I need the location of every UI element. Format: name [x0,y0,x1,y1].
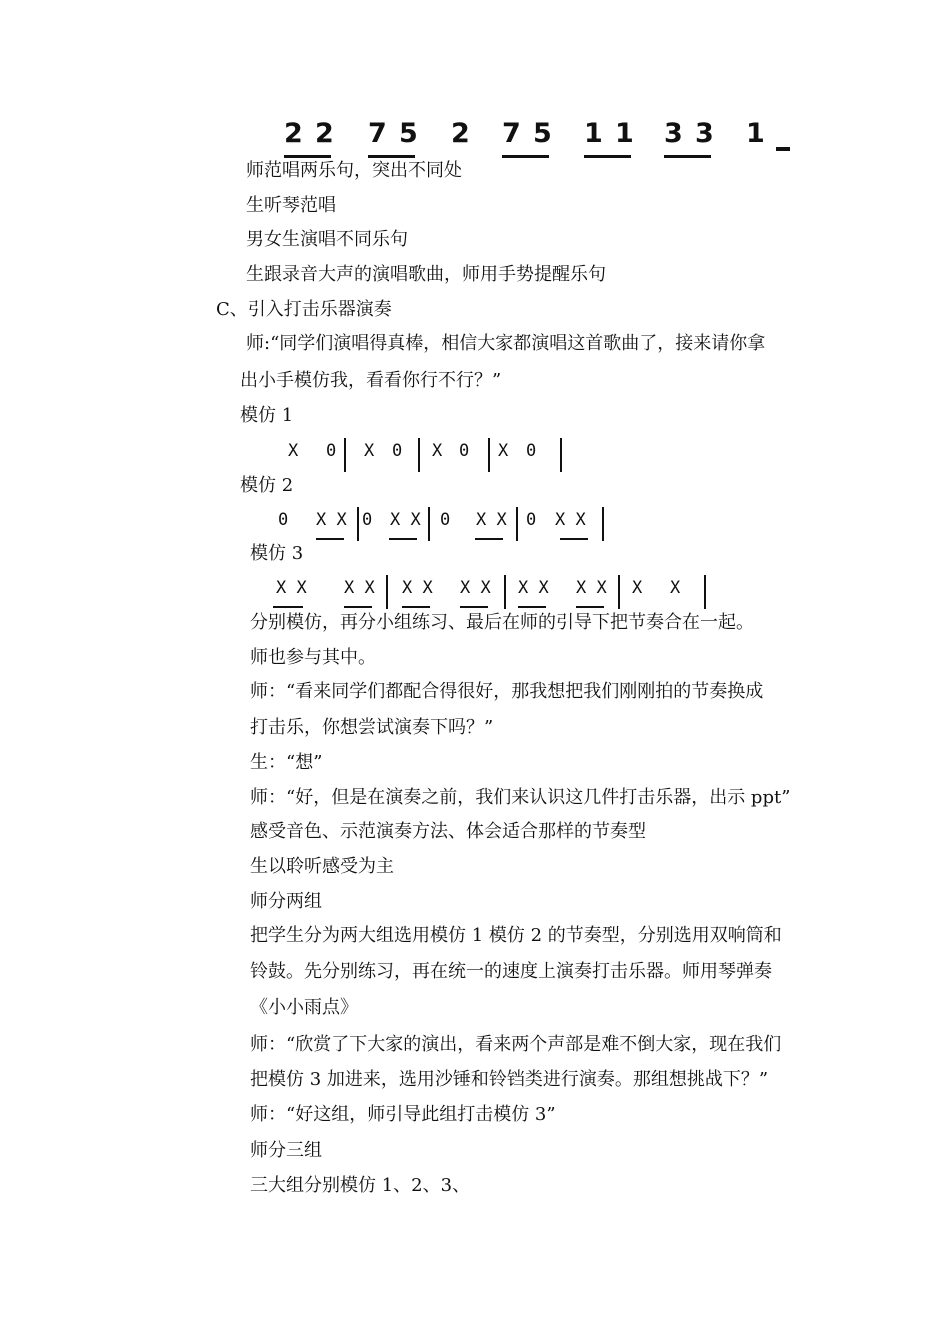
rhythm-symbol: 0 [526,441,537,461]
rhythm-symbol: X X [390,510,421,530]
text-line: 铃鼓。先分别练习，再在统一的速度上演奏打击乐器。师用琴弹奏 [250,961,772,982]
note: 1 [584,118,603,149]
text-line: 师：“好，但是在演奏之前，我们来认识这几件打击乐器，出示 ppt” [250,787,791,808]
rhythm-symbol: X [364,441,375,461]
note: 1 [746,118,765,149]
rhythm-symbol: X X [316,510,347,530]
text-line: 模仿 2 [240,475,294,496]
rhythm-symbol: X X [402,578,433,598]
underline [389,538,417,540]
underline [560,538,588,540]
text-line: 打击乐，你想尝试演奏下吗？” [250,717,494,738]
rhythm-symbol: X X [344,578,375,598]
bar-line [560,438,562,472]
text-line: 师范唱两乐句，突出不同处 [246,160,462,181]
bar-line [618,575,620,609]
rhythm-symbol: 0 [278,510,289,530]
rhythm-2 [0,507,950,547]
bar-line [428,507,430,541]
underline [518,606,546,608]
text-line: 生跟录音大声的演唱歌曲，师用手势提醒乐句 [246,264,606,285]
bar-line [704,575,706,609]
rhythm-symbol: 0 [526,510,537,530]
rhythm-symbol: X [670,578,681,598]
text-line: 生以聆听感受为主 [250,856,394,877]
underline [316,538,344,540]
text-line: 感受音色、示范演奏方法、体会适合那样的节奏型 [250,821,646,842]
text-line: 生：“想” [250,752,323,773]
rhythm-symbol: X [632,578,643,598]
text-line: 师分三组 [250,1140,322,1161]
note: 2 [315,118,334,149]
section-heading: C、引入打击乐器演奏 [216,299,392,320]
rhythm-symbol: X X [276,578,307,598]
rhythm-symbol: X X [576,578,607,598]
text-line: 把学生分为两大组选用模仿 1 模仿 2 的节奏型，分别选用双响筒和 [250,925,782,946]
rhythm-symbol: X X [518,578,549,598]
text-line: 生听琴范唱 [246,195,336,216]
note: 3 [695,118,714,149]
bar-line [602,507,604,541]
text-line: 把模仿 3 加进来，选用沙锤和铃铛类进行演奏。那组想挑战下？” [250,1069,769,1090]
rhythm-symbol: 0 [362,510,373,530]
note: 7 [502,118,521,149]
text-line: 《小小雨点》 [250,997,358,1018]
rhythm-symbol: 0 [440,510,451,530]
rhythm-symbol: X X [460,578,491,598]
bar-line [504,575,506,609]
underline [273,606,303,608]
text-line: 师：“好这组，师引导此组打击模仿 3” [250,1104,556,1125]
rhythm-symbol: X X [476,510,507,530]
bar-line [357,507,359,541]
bar-line [418,438,420,472]
bar-line [488,438,490,472]
underline [664,155,711,158]
text-line: 男女生演唱不同乐句 [246,229,408,250]
dash-mark [776,147,790,151]
note: 5 [399,118,418,149]
text-line: 出小手模仿我，看看你行不行？” [240,370,502,391]
bar-line [386,575,388,609]
note: 2 [284,118,303,149]
rhythm-symbol: X [498,441,509,461]
note: 5 [533,118,552,149]
rhythm-symbol: X [288,441,299,461]
text-line: 师也参与其中。 [250,647,376,668]
underline [284,155,331,158]
underline [475,538,503,540]
underline [460,606,488,608]
underline [584,155,631,158]
rhythm-symbol: 0 [392,441,403,461]
note: 2 [451,118,470,149]
rhythm-symbol: X [432,441,443,461]
rhythm-3 [0,575,950,615]
text-line: 师:“同学们演唱得真棒，相信大家都演唱这首歌曲了，接来请你拿 [246,333,766,354]
bar-line [516,507,518,541]
text-line: 师分两组 [250,891,322,912]
rhythm-symbol: 0 [326,441,337,461]
jianpu-notation [0,118,950,168]
text-line: 分别模仿，再分小组练习、最后在师的引导下把节奏合在一起。 [250,612,754,633]
text-line: 师：“欣赏了下大家的演出，看来两个声部是难不倒大家，现在我们 [250,1034,782,1055]
underline [402,606,430,608]
underline [368,155,415,158]
note: 3 [664,118,683,149]
text-line: 三大组分别模仿 1、2、3、 [250,1175,471,1196]
note: 1 [615,118,634,149]
underline [502,155,549,158]
rhythm-symbol: X X [555,510,586,530]
bar-line [344,438,346,472]
note: 7 [368,118,387,149]
text-line: 模仿 3 [250,543,304,564]
text-line: 模仿 1 [240,405,294,426]
rhythm-symbol: 0 [459,441,470,461]
rhythm-1 [0,438,950,478]
underline [576,606,604,608]
text-line: 师：“看来同学们都配合得很好，那我想把我们刚刚拍的节奏换成 [250,681,764,702]
underline [344,606,372,608]
